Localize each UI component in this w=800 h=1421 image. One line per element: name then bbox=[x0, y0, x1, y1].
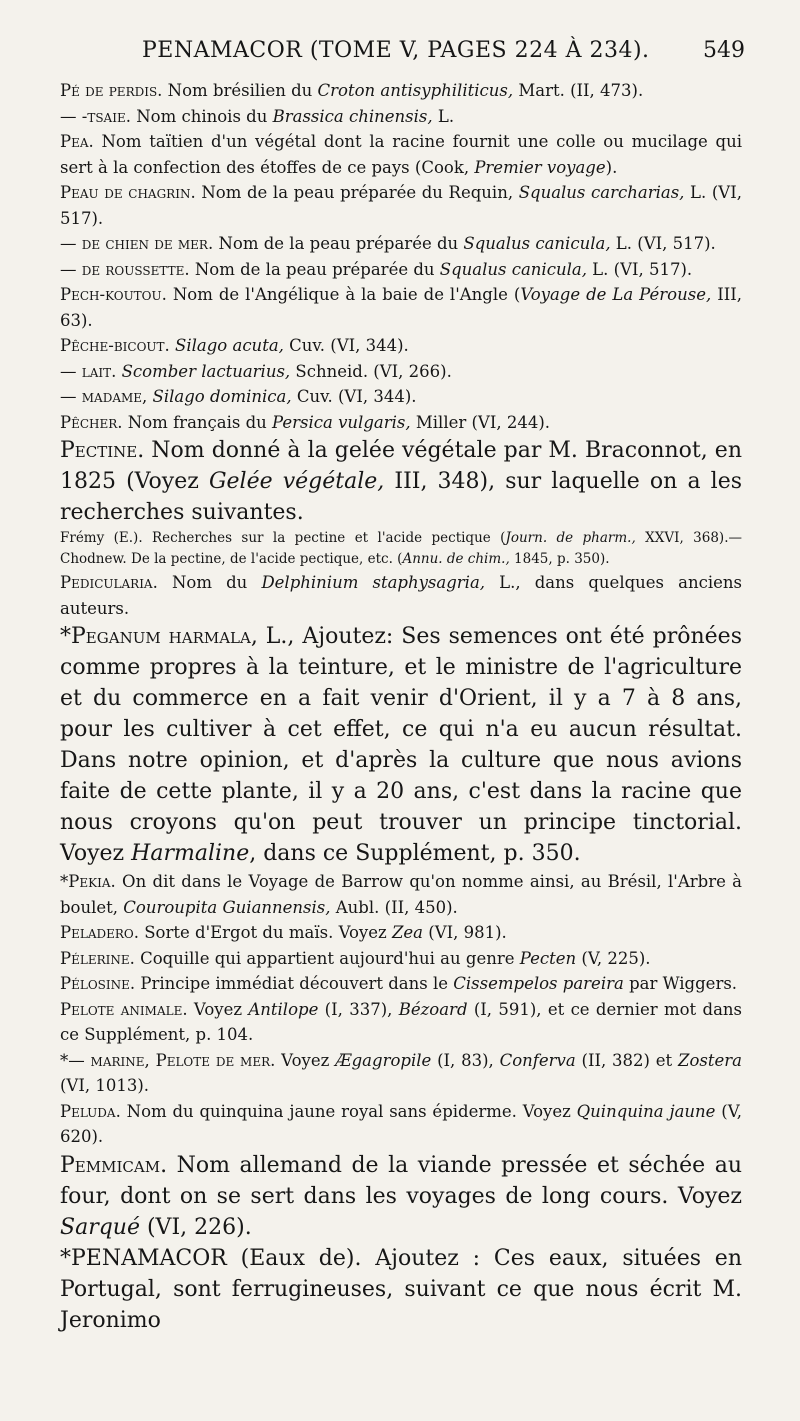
entry-text: Miller (VI, 244). bbox=[410, 412, 551, 432]
entry-text: Nom allemand de la viande pressée et séchée au four, dont on se sert dans les voyages de long cours. Voyez bbox=[60, 1152, 742, 1209]
entry-text: (II, 382) et bbox=[575, 1050, 678, 1070]
entry-text: 1845, p. 350). bbox=[509, 551, 610, 567]
entry-text: (VI, 981). bbox=[423, 923, 507, 942]
entry-italic-term: Gelée végétale, bbox=[208, 469, 385, 494]
entry-text: Nom brésilien du bbox=[162, 81, 318, 100]
dictionary-entry bbox=[60, 180, 742, 231]
entry-text: Nom chinois du bbox=[130, 106, 273, 126]
entry-italic-term: Quinquina jaune bbox=[576, 1101, 716, 1121]
dictionary-entry bbox=[60, 997, 742, 1048]
entry-headword: Pêche-bicout. bbox=[60, 336, 170, 355]
entry-headword: Pea. bbox=[60, 132, 94, 151]
entry-italic-term: Cissempelos pareira bbox=[453, 974, 624, 993]
dictionary-entry bbox=[60, 920, 742, 946]
entry-text: Frémy (E.). Recherches sur la pectine et l'acide pectique ( bbox=[60, 530, 506, 546]
entry-italic-term: Sarqué bbox=[60, 1214, 140, 1240]
dictionary-entry bbox=[60, 410, 742, 436]
entry-italic-term: Silago acuta, bbox=[175, 336, 284, 355]
entry-italic-term: Scomber lactuarius, bbox=[121, 361, 291, 381]
entry-italic-term: Zea bbox=[391, 923, 424, 942]
entry-headword: Pemmicam. bbox=[60, 1152, 168, 1178]
entry-text: Nom de l'Angélique à la baie de l'Angle ( bbox=[166, 285, 521, 304]
entry-text: L. (VI, 517). bbox=[610, 234, 716, 253]
entry-text: Cuv. (VI, 344). bbox=[291, 387, 417, 406]
page-number: 549 bbox=[703, 38, 745, 63]
entry-headword: — de chien de mer. bbox=[60, 234, 214, 253]
entry-text: XXVI, 368).—Chodnew. De la pectine, de l'acide pectique, etc. ( bbox=[60, 530, 742, 567]
entry-text: Nom du quinquina jaune royal sans épiderme. Voyez bbox=[120, 1101, 577, 1121]
dictionary-entry bbox=[60, 231, 742, 257]
dictionary-entry bbox=[60, 78, 742, 104]
entry-italic-term: Delphinium staphysagria, bbox=[261, 573, 486, 592]
entry-italic-term: Silago dominica, bbox=[152, 387, 292, 406]
entry-text: Nom de la peau préparée du Requin, bbox=[195, 183, 519, 202]
entry-headword: Pêcher. bbox=[60, 412, 123, 432]
entry-text: Principe immédiat découvert dans le bbox=[135, 974, 454, 993]
dictionary-entry bbox=[60, 570, 742, 621]
entry-headword: *— marine, Pelote de mer. bbox=[60, 1050, 276, 1070]
entry-text: Schneid. (VI, 266). bbox=[290, 361, 452, 381]
entry-text: (VI, 1013). bbox=[60, 1076, 150, 1095]
entry-headword: — lait. bbox=[60, 361, 117, 381]
entry-text: (I, 83), bbox=[431, 1050, 500, 1070]
dictionary-entry bbox=[60, 869, 742, 920]
entry-text: *PENAMACOR bbox=[60, 1245, 227, 1271]
running-head bbox=[60, 38, 745, 78]
entry-headword: — madame, bbox=[60, 387, 148, 406]
entry-text: Voyez bbox=[275, 1050, 336, 1070]
entry-italic-term: Voyage de La Pérouse, bbox=[520, 285, 712, 304]
dictionary-entry bbox=[60, 1243, 742, 1336]
entry-headword: Pectine. bbox=[60, 438, 145, 463]
dictionary-entry bbox=[60, 1099, 742, 1150]
entry-text: Nom du bbox=[157, 573, 262, 592]
dictionary-entry bbox=[60, 528, 742, 570]
entry-text: III, 63). bbox=[60, 285, 743, 330]
entry-headword: Pelote animale. bbox=[60, 999, 188, 1019]
entry-text: L. bbox=[432, 106, 455, 126]
dictionary-entry bbox=[60, 359, 742, 385]
entry-italic-term: Persica vulgaris, bbox=[272, 412, 411, 432]
entry-headword: Peluda. bbox=[60, 1101, 121, 1121]
entry-italic-term: Annu. de chim., bbox=[402, 551, 510, 567]
entry-text: Nom de la peau préparée du bbox=[213, 234, 464, 253]
entry-italic-term: Premier voyage bbox=[474, 157, 606, 177]
entry-italic-term: Bézoard bbox=[398, 999, 468, 1019]
entry-text: (I, 337), bbox=[318, 999, 399, 1019]
entry-italic-term: Ægagropile bbox=[335, 1050, 432, 1070]
dictionary-entry bbox=[60, 621, 742, 869]
entry-text: par Wiggers. bbox=[623, 974, 738, 993]
entry-text: (I, 591), et ce dernier mot dans ce Supplément, p. 104. bbox=[60, 999, 743, 1044]
dictionary-entry bbox=[60, 1150, 742, 1243]
entry-text: Mart. (II, 473). bbox=[513, 81, 644, 100]
entry-headword: — -tsaie. bbox=[60, 106, 131, 126]
entry-italic-term: Journ. de pharm., bbox=[505, 530, 636, 546]
entry-text: (V, 225). bbox=[576, 948, 651, 968]
entry-italic-term: Croton antisyphiliticus, bbox=[317, 81, 514, 100]
dictionary-entry bbox=[60, 435, 742, 528]
entry-text: Nom de la peau préparée du bbox=[189, 259, 440, 279]
entry-text: Nom donné à la gelée végétale par M. Braconnot, en 1825 (Voyez bbox=[60, 438, 742, 494]
entry-text: (Eaux de). Ajoutez : Ces eaux, situées en Portugal, sont ferrugineuses, suivant ce que nous écrit M. Jeronimo bbox=[60, 1245, 742, 1333]
entry-text: L. (VI, 517). bbox=[586, 259, 693, 279]
dictionary-entry bbox=[60, 333, 742, 359]
entry-italic-term: Squalus canicula, bbox=[439, 259, 587, 279]
entry-headword: Pélerine. bbox=[60, 948, 135, 968]
running-head-title: PENAMACOR (TOME V, PAGES 224 À 234). bbox=[142, 38, 650, 63]
entry-headword: Pélosine. bbox=[60, 974, 136, 993]
entry-italic-term: Conferva bbox=[499, 1050, 576, 1070]
entry-headword: *Peganum harmala, bbox=[60, 624, 258, 649]
entry-headword: Peladero. bbox=[60, 923, 139, 942]
entry-text: Nom taïtien d'un végétal dont la racine fournit une colle ou mucilage qui sert à la confection des étoffes de ce pays (Cook, bbox=[60, 132, 742, 177]
dictionary-entry bbox=[60, 282, 742, 333]
entry-headword: Peau de chagrin. bbox=[60, 183, 196, 202]
entry-text: ). bbox=[605, 157, 618, 177]
entry-italic-term: Squalus canicula, bbox=[463, 234, 611, 253]
entry-headword: — de roussette. bbox=[60, 259, 190, 279]
dictionary-entries bbox=[60, 78, 742, 1336]
entry-headword: *Pekia. bbox=[60, 872, 116, 891]
entry-text: , dans ce Supplément, p. 350. bbox=[249, 841, 581, 866]
entry-italic-term: Antilope bbox=[248, 999, 319, 1019]
entry-italic-term: Pecten bbox=[519, 948, 577, 968]
entry-text: Coquille qui appartient aujourd'hui au genre bbox=[134, 948, 520, 968]
entry-text: L. (VI, 517). bbox=[60, 183, 742, 228]
entry-italic-term: Zostera bbox=[677, 1050, 742, 1070]
entry-italic-term: Squalus carcharias, bbox=[518, 183, 685, 202]
dictionary-entry bbox=[60, 946, 742, 972]
entry-headword: Pech-koutou. bbox=[60, 285, 167, 304]
dictionary-entry bbox=[60, 257, 742, 283]
dictionary-entry bbox=[60, 971, 742, 997]
dictionary-entry bbox=[60, 1048, 742, 1099]
entry-text: (VI, 226). bbox=[139, 1214, 252, 1240]
entry-headword: Pedicularia. bbox=[60, 573, 158, 592]
entry-text: Voyez bbox=[187, 999, 249, 1019]
entry-text: L., dans quelques anciens auteurs. bbox=[60, 573, 742, 618]
entry-headword: Pé de perdis. bbox=[60, 81, 163, 100]
entry-italic-term: Brassica chinensis, bbox=[272, 106, 433, 126]
entry-text: Cuv. (VI, 344). bbox=[283, 336, 409, 355]
entry-text: Nom français du bbox=[122, 412, 273, 432]
entry-text: Sorte d'Ergot du maïs. Voyez bbox=[139, 923, 392, 942]
dictionary-entry bbox=[60, 104, 742, 130]
dictionary-entry bbox=[60, 384, 742, 410]
entry-text: Aubl. (II, 450). bbox=[330, 897, 458, 917]
entry-text: L., Ajoutez: Ses semences ont été prônées comme propres à la teinture, et le ministre de l'agriculture et du commerce en a fait venir d'Orient, il y a 7 à 8 ans, pour les cultiver à cet effet, ce qui n'a eu aucun résultat. Dans notre opinion, et d'après la culture que nous avions faite de cette plante, il y a 20 ans, c'est dans la racine que nous croyons qu'on peut trouver un principe tinctorial. Voyez bbox=[60, 624, 742, 866]
entry-text: On dit dans le Voyage de Barrow qu'on nomme ainsi, au Brésil, l'Arbre à boulet, bbox=[60, 872, 742, 917]
dictionary-entry bbox=[60, 129, 742, 180]
entry-text: III, 348), sur laquelle on a les recherches suivantes. bbox=[60, 469, 743, 525]
entry-text: (V, 620). bbox=[60, 1101, 742, 1146]
entry-italic-term: Couroupita Guiannensis, bbox=[123, 897, 331, 917]
entry-italic-term: Harmaline bbox=[131, 841, 250, 866]
